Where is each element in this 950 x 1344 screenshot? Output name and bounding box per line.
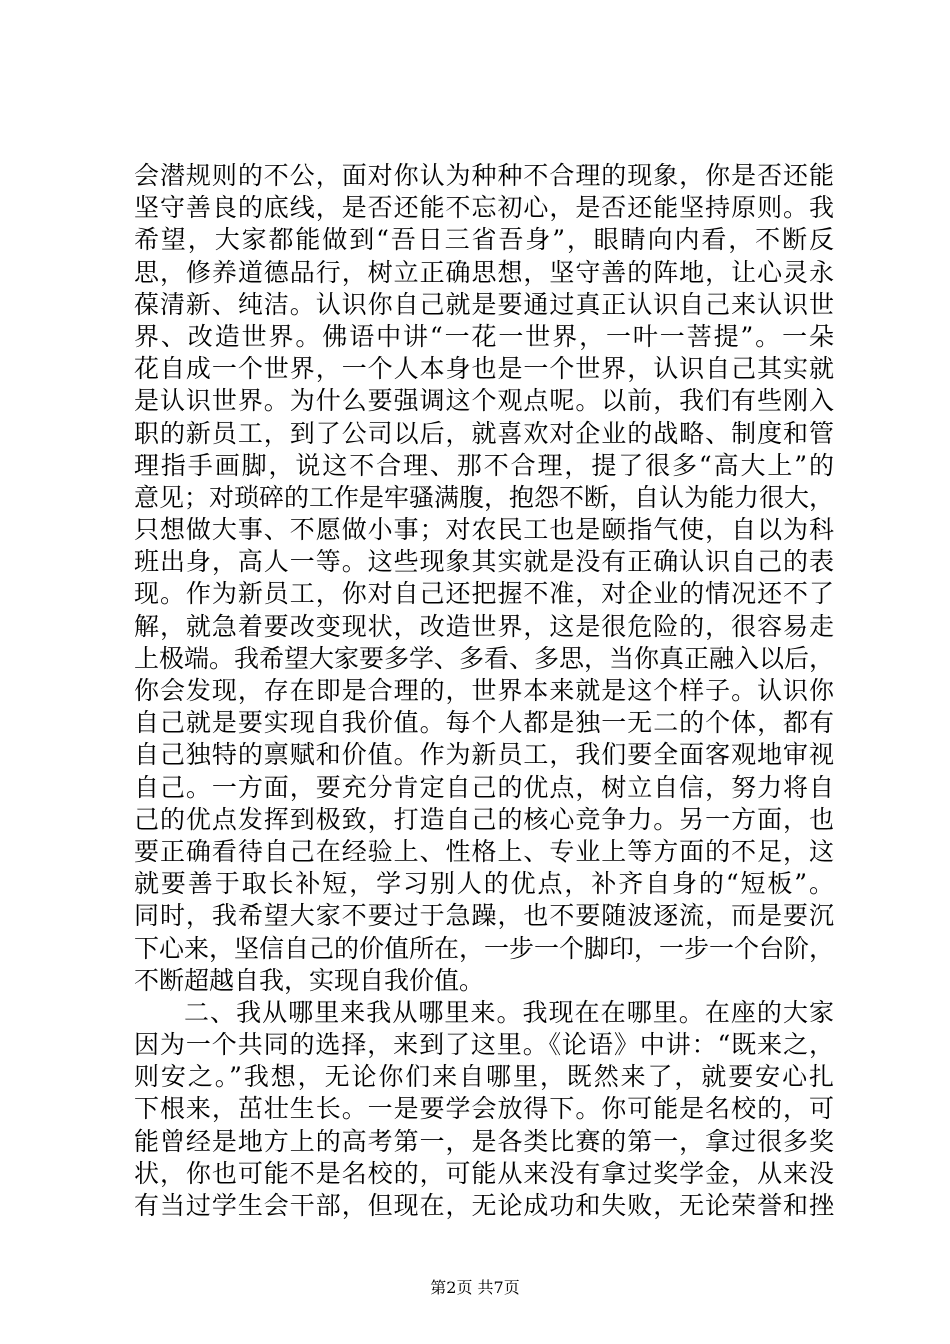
text-line: 状，你也可能不是名校的，可能从来没有拿过奖学金，从来没 [134, 1158, 834, 1188]
text-line: 坚守善良的底线，是否还能不忘初心，是否还能坚持原则。我 [134, 193, 834, 223]
text-line: 解，就急着要改变现状，改造世界，这是很危险的，很容易走 [134, 611, 834, 641]
text-line: 葆清新、纯洁。认识你自己就是要通过真正认识自己来认识世 [134, 289, 834, 319]
text-line: 自己独特的禀赋和价值。作为新员工，我们要全面客观地审视 [134, 740, 834, 770]
text-line: 则安之。”我想，无论你们来自哪里，既然来了，就要安心扎 [134, 1062, 834, 1092]
text-line: 会潜规则的不公，面对你认为种种不合理的现象，你是否还能 [134, 161, 834, 190]
text-line: 下心来，坚信自己的价值所在，一步一个脚印，一步一个台阶， [134, 933, 835, 963]
body-text [134, 160, 834, 1222]
text-line: 二、我从哪里来我从哪里来。我现在在哪里。在座的大家 [184, 997, 834, 1027]
text-line: 自己就是要实现自我价值。每个人都是独一无二的个体，都有 [134, 708, 834, 738]
text-line: 希望，大家都能做到“吾日三省吾身”，眼睛向内看，不断反 [134, 225, 834, 255]
text-line: 理指手画脚，说这不合理、那不合理，提了很多“高大上”的 [134, 450, 834, 480]
text-line: 己的优点发挥到极致，打造自己的核心竞争力。另一方面，也 [134, 804, 834, 834]
text-line: 要正确看待自己在经验上、性格上、专业上等方面的不足，这 [134, 836, 834, 866]
text-line: 就要善于取长补短，学习别人的优点，补齐自身的“短板”。 [134, 869, 834, 899]
text-line: 现。作为新员工，你对自己还把握不准，对企业的情况还不了 [134, 579, 834, 609]
text-line: 思，修养道德品行，树立正确思想，坚守善的阵地，让心灵永 [134, 257, 834, 287]
text-line: 能曾经是地方上的高考第一，是各类比赛的第一，拿过很多奖 [134, 1126, 834, 1156]
paragraph-2 [134, 997, 834, 1222]
page-number-footer: 第2页 共7页 [430, 1278, 520, 1297]
text-line: 有当过学生会干部，但现在，无论成功和失败，无论荣誉和挫 [134, 1191, 834, 1220]
text-line: 下根来，茁壮生长。一是要学会放得下。你可能是名校的，可 [134, 1094, 834, 1124]
text-line: 只想做大事、不愿做小事；对农民工也是颐指气使，自以为科 [134, 515, 834, 545]
text-line: 因为一个共同的选择，来到了这里。《论语》中讲：“既来之， [134, 1030, 834, 1060]
text-line: 职的新员工，到了公司以后，就喜欢对企业的战略、制度和管 [134, 418, 834, 448]
text-line: 界、改造世界。佛语中讲“一花一世界，一叶一菩提”。一朵 [134, 321, 834, 351]
text-line: 自己。一方面，要充分肯定自己的优点，树立自信，努力将自 [134, 772, 834, 802]
text-line: 上极端。我希望大家要多学、多看、多思，当你真正融入以后， [134, 643, 835, 673]
paragraph-1 [134, 160, 834, 997]
text-line: 不断超越自我，实现自我价值。 [134, 965, 485, 995]
text-line: 花自成一个世界，一个人本身也是一个世界，认识自己其实就 [134, 354, 834, 384]
text-line: 是认识世界。为什么要强调这个观点呢。以前，我们有些刚入 [134, 386, 834, 416]
text-line: 意见；对琐碎的工作是牢骚满腹，抱怨不断，自认为能力很大， [134, 482, 835, 512]
text-line: 你会发现，存在即是合理的，世界本来就是这个样子。认识你 [134, 676, 834, 705]
text-line: 同时，我希望大家不要过于急躁，也不要随波逐流，而是要沉 [134, 901, 834, 931]
text-line: 班出身，高人一等。这些现象其实就是没有正确认识自己的表 [134, 547, 834, 577]
